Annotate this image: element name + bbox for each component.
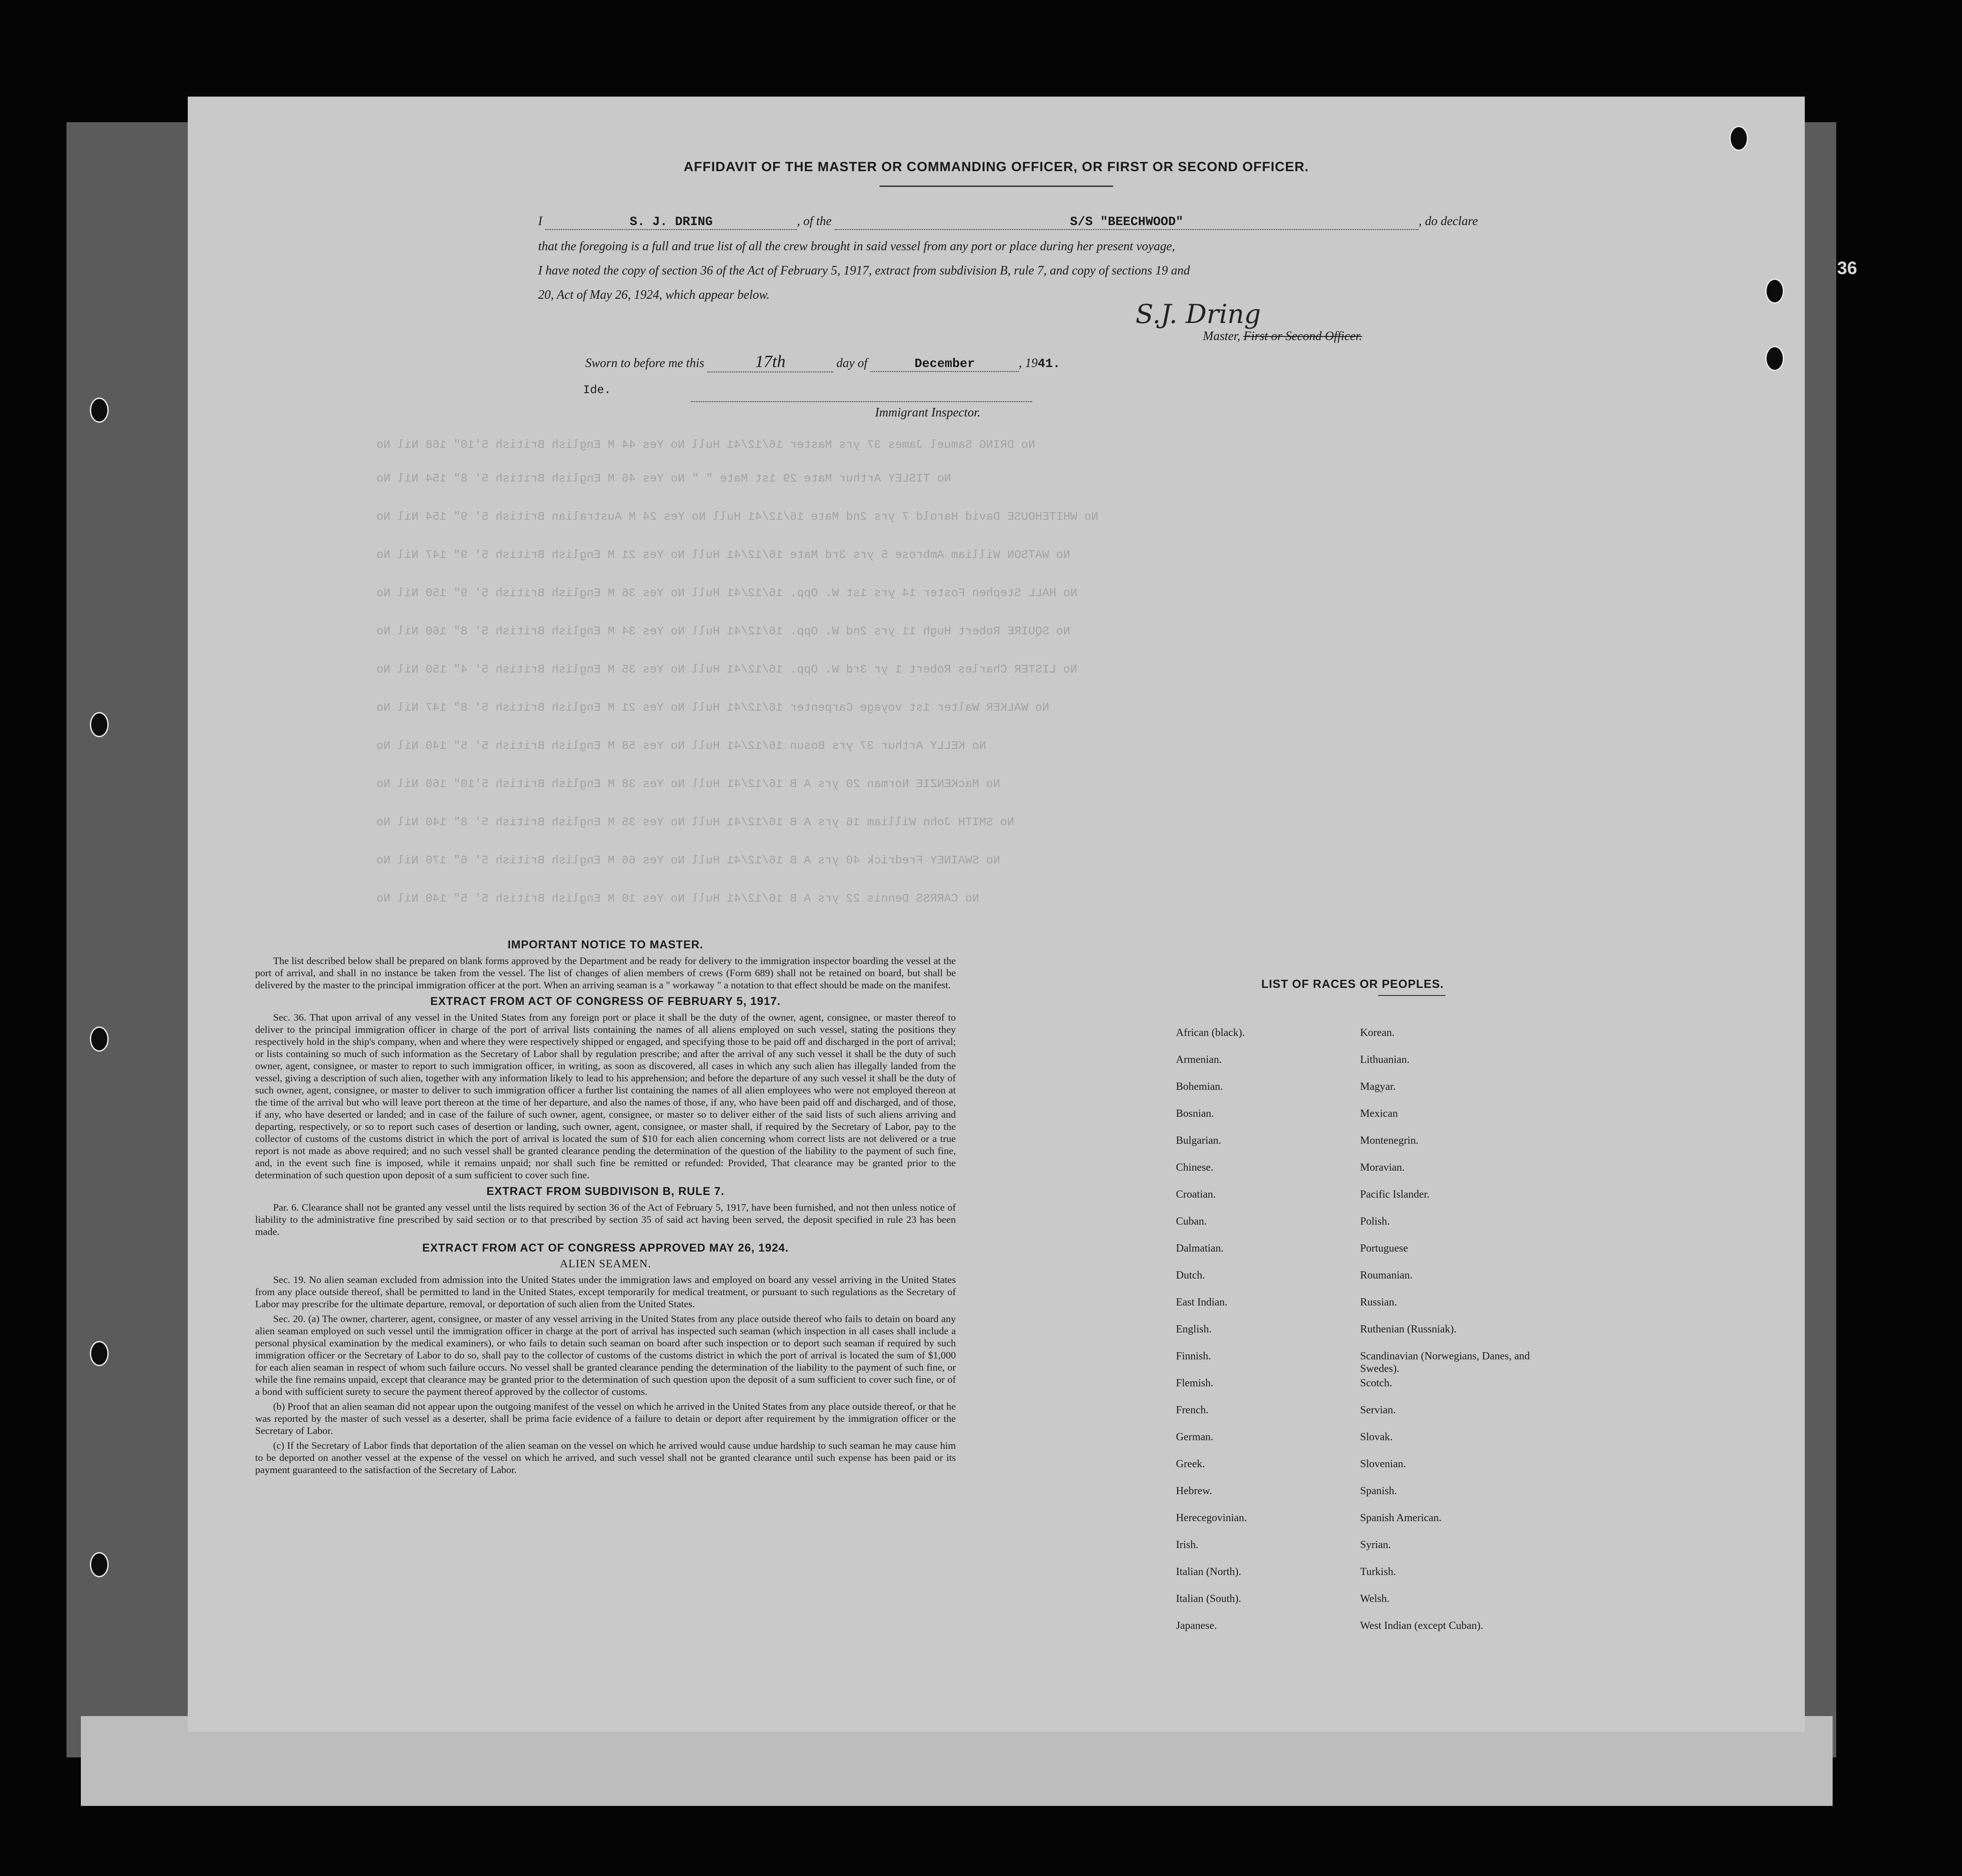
sworn-label: Sworn to before me this [585,356,704,370]
ghost-row: No KELLY Arthur 37 yrs Bosun 16/12/41 Hull No Yes 58 M English British 5' 5" 140 Nil No [376,739,986,752]
race-item: Japanese. [1176,1620,1217,1632]
important-notice [255,934,956,1478]
of-the: , of the [797,214,832,228]
race-item: French. [1176,1404,1209,1416]
race-item: Herecegovinian. [1176,1512,1247,1524]
race-item: Slovenian. [1360,1458,1406,1470]
race-item: Russian. [1360,1296,1397,1308]
ghost-row: No SWAINEY Fredrick 40 yrs A B 16/12/41 Hull No Yes 66 M English British 5' 6" 170 Nil No [376,854,1000,867]
race-item: Cuban. [1176,1216,1207,1227]
sworn-line [585,352,1061,372]
ghost-row: No HALL Stephen Foster 14 yrs 1st W. Opp. 16/12/41 Hull No Yes 36 M English British 5' 9" 150 Nil No [376,586,1078,600]
race-item: Bohemian. [1176,1081,1223,1093]
race-item: Montenegrin. [1360,1135,1418,1146]
master-name: S. J. DRING [545,215,797,230]
sworn-month: December [871,357,1019,372]
race-item: Welsh. [1360,1593,1390,1605]
race-item: Pacific Islander. [1360,1189,1430,1200]
race-item: Ruthenian (Russniak). [1360,1323,1457,1335]
punch-hole [90,398,109,423]
ghost-row: No CARRSS Dennis 22 yrs A B 16/12/41 Hull No Yes 10 M English British 5' 5" 140 Nil No [376,892,979,905]
punch-hole [1765,279,1784,304]
title-rule [879,186,1113,187]
race-item: Lithuanian. [1360,1054,1410,1066]
race-item: Finnish. [1176,1350,1211,1362]
race-item: Polish. [1360,1216,1390,1227]
notice-heading: IMPORTANT NOTICE TO MASTER. [508,938,703,951]
race-item: Magyar. [1360,1081,1396,1093]
race-item: Korean. [1360,1027,1395,1039]
signature-caption [1203,329,1362,344]
race-item: Roumanian. [1360,1270,1413,1281]
race-item: Italian (North). [1176,1566,1242,1578]
sworn-year: 41. [1038,357,1061,371]
affidavit-line-1 [538,214,1478,230]
race-item: Scotch. [1360,1377,1392,1389]
ghost-row: No TISLEY Arthur Mate 29 1st Mate " " No Yes 46 M English British 5' 8" 154 Nil No [376,472,951,485]
race-item: Dutch. [1176,1270,1205,1281]
race-item: East Indian. [1176,1296,1228,1308]
race-item: Turkish. [1360,1566,1396,1578]
race-item: Dalmatian. [1176,1243,1224,1254]
sec-36-paragraph: Sec. 36. That upon arrival of any vessel in the United States from any foreign port or place it shall be the duty of the owner, agent, consignee, or master thereof to deliver to the principal immigration officer in charge of the port of arrival lists containing the names of all aliens employed on such vessel, stating the positions they respectively hold in the ship's company, when and where they were respectively shipped or engaged, and specifying those to be paid off and discharged in the port of arrival; or lists containing so much of such information as the Secretary of Labor shall by regulation prescribe; and after the arrival of any such vessel it shall be the duty of such owner, agent, consignee, or master to report to such immigration officer, in writing, as soon as discovered, all cases in which any such alien has illegally landed from the vessel, giving a description of such alien, together with any information likely to lead to his apprehension; and before the departure of any such vessel it shall be the duty of such owner, agent, consignee, or master to deliver to such immigration officer a further list containing the names of all alien employees who were not employed thereon at the time of the arrival but who will leave port thereon at the time of her departure, and also the names of those, if any, who have been paid off and discharged, and of those, if any, who have deserted or landed; and in case of the failure of such owner, agent, consignee, or master so to deliver either of the said lists of such aliens arriving and departing, respectively, or so to report such cases of desertion or landing, such owner, agent, consignee, or master shall, if required by the Secretary of Labor, pay to the collector of customs of the customs district in which the port of arrival is located the sum of $10 for each alien concerning whom correct lists are not delivered or a true report is not made as above required; and no such vessel shall be granted clearance pending the determination of the question of the liability to the payment of such fine, and, in the event such fine is imposed, while it remains unpaid; nor shall such fine be remitted or refunded: Provided, That clearance may be granted prior to the determination of such question upon deposit of a sum sufficient to cover such fine. [255,1012,956,1181]
race-item: Croatian. [1176,1189,1216,1200]
affidavit-line-4: 20, Act of May 26, 1924, which appear below. [538,288,770,302]
do-declare: , do declare [1418,214,1478,228]
ghost-row: No LISTER Charles Robert 1 yr 3rd W. Opp. 16/12/41 Hull No Yes 35 M English British 5' 4" 150 Nil No [376,663,1078,676]
race-item: Scandinavian (Norwegians, Danes, and Swedes). [1360,1350,1530,1375]
race-item: West Indian (except Cuban). [1360,1620,1483,1632]
race-item: Irish. [1176,1539,1198,1551]
punch-hole [90,1026,109,1052]
ghost-row: No WHITEHOUSE David Harold 7 yrs 2nd Mate 16/12/41 Hull No Yes 24 M Australian British 5' 9" 154 Nil No [376,510,1099,523]
ghost-row: No DRING Samuel James 37 yrs Master 16/12/41 Hull No Yes 44 M English British 5'10" 168 Nil No [376,438,1035,451]
notice-paragraph: The list described below shall be prepared on blank forms approved by the Department and be ready for delivery to the immigration inspector boarding the vessel at the port of arrival, and shall in no instance be taken from the vessel. The list of changes of alien members of crews (Form 689) shall not be retained on board, but shall be delivered by the master to the principal immigration officer at the port. When an arriving seaman is a " workaway " a notation to that effect should be made on the manifest. [255,955,956,991]
race-item: Portuguese [1360,1243,1408,1254]
races-column-1 [1176,1026,1247,1646]
race-item: Armenian. [1176,1054,1222,1066]
day-of-label: day of [836,356,868,370]
vessel-name: S/S "BEECHWOOD" [835,215,1418,230]
affidavit-line-3: I have noted the copy of section 36 of the Act of February 5, 1917, extract from subdivision B, rule 7, and copy of sections 19 and [538,264,1190,278]
inspector-label: Immigrant Inspector. [875,406,981,420]
race-item: Moravian. [1360,1162,1405,1173]
affidavit-i: I [538,214,543,228]
race-item: German. [1176,1431,1214,1443]
sec-19-paragraph: Sec. 19. No alien seaman excluded from admission into the United States under the immigration laws and employed on board any vessel arriving in the United States from any place outside thereof, shall be permitted to land in the United States, except temporarily for medical treatment, or pursuant to such regulations as the Secretary of Labor may prescribe for the ultimate departure, removal, or deportation of such alien from the United States. [255,1274,956,1310]
alien-seamen-heading: ALIEN SEAMEN. [560,1258,651,1270]
ghost-row: No WATSON William Ambrose 5 yrs 3rd Mate 16/12/41 Hull No Yes 21 M English British 5' 9" 147 Nil No [376,548,1070,562]
race-item: African (black). [1176,1027,1245,1039]
race-item: Servian. [1360,1404,1396,1416]
struck-officer-label: First or Second Officer. [1243,329,1362,343]
par-6-paragraph: Par. 6. Clearance shall not be granted any vessel until the lists required by section 36 of the Act of February 5, 1917, have been furnished, and not then unless notice of liability to the administrative fine prescribed by said section or to that prescribed by section 35 of said act having been served, the deposit specified in rule 23 has been made. [255,1202,956,1237]
race-item: Bulgarian. [1176,1135,1221,1146]
race-item: Mexican [1360,1108,1398,1119]
punch-hole [90,1552,109,1577]
races-title-rule [1378,995,1445,996]
ghost-row: No SQUIRE Robert Hugh 11 yrs 2nd W. Opp. 16/12/41 Hull No Yes 34 M English British 5' 8" 160 Nil No [376,624,1070,638]
race-item: Flemish. [1176,1377,1214,1389]
master-signature: S.J. Dring [1136,299,1261,329]
inspector-signature-line [691,401,1032,402]
affidavit-title: AFFIDAVIT OF THE MASTER OR COMMANDING OFFICER, OR FIRST OR SECOND OFFICER. [684,159,1309,174]
race-item: Spanish. [1360,1485,1397,1497]
rule-7-heading: EXTRACT FROM SUBDIVISON B, RULE 7. [486,1185,725,1198]
race-item: Slovak. [1360,1431,1393,1443]
page-number: 36 [1837,258,1857,278]
race-item: Chinese. [1176,1162,1214,1173]
punch-hole [90,712,109,737]
ghost-row: No SMITH John William 16 yrs A B 16/12/41 Hull No Yes 35 M English British 5' 8" 140 Nil No [376,815,1014,829]
sec-20c-paragraph: (c) If the Secretary of Labor finds that deportation of the alien seaman on the vessel on which he arrived would cause undue hardship to such seaman he may cause him to be deported on another vessel at the expense of the vessel on which he arrived, and such vessel shall not be granted clearance until such expense has been paid or its payment guaranteed to the satisfaction of the Secretary of Labor. [255,1440,956,1475]
races-title: LIST OF RACES OR PEOPLES. [1261,977,1444,991]
races-column-2 [1360,1026,1549,1646]
ghost-row: No MacKENZIE Norman 20 yrs A B 16/12/41 Hull No Yes 38 M English British 5'10" 160 Nil No [376,777,1000,791]
master-label: Master, [1203,329,1241,343]
year-prefix: , 19 [1019,356,1038,370]
race-item: Italian (South). [1176,1593,1242,1605]
race-item: Greek. [1176,1458,1205,1470]
punch-hole [1729,126,1748,151]
race-item: Hebrew. [1176,1485,1212,1497]
ghost-row: No WALKER Walter 1st voyage Carpenter 16/12/41 Hull No Yes 21 M English British 5' 8" 147 Nil No [376,701,1049,714]
punch-hole [1765,346,1784,371]
race-item: Spanish American. [1360,1512,1442,1524]
fee-mark: Ide. [583,383,611,397]
punch-hole [90,1341,109,1366]
bleed-through [188,97,1805,1732]
sec-20a-paragraph: Sec. 20. (a) The owner, charterer, agent, consignee, or master of any vessel arriving in the United States from any place outside thereof who fails to detain on board any alien seaman employed on such vessel until the immigration officer in charge at the port of arrival has inspected such seaman (which inspection in all cases shall include a personal physical examination by the medical examiners), or who fails to detain such seaman on board after such inspection or to deport such seaman if required by such immigration officer or the Secretary of Labor to do so, shall pay to the collector of customs of the customs district in which the port of arrival is located the sum of $1,000 for each alien seaman in respect of whom such failure occurs. No vessel shall be granted clearance pending the determination of the liability to the payment of such fine, or while the fine remains unpaid, except that clearance may be granted prior to the determination of such question upon the deposit of a sum sufficient to cover such fine, or of a bond with sufficient surety to secure the payment thereof approved by the collector of customs. [255,1313,956,1397]
act-1917-heading: EXTRACT FROM ACT OF CONGRESS OF FEBRUARY 5, 1917. [430,995,781,1008]
sec-20b-paragraph: (b) Proof that an alien seaman did not appear upon the outgoing manifest of the vessel on which he arrived in the United States from any place outside thereof, or that he was reported by the master of such vessel as a deserter, shall be prima facie evidence of a failure to detain or deport after requirement by the immigration officer or the Secretary of Labor. [255,1401,956,1436]
affidavit-line-2: that the foregoing is a full and true list of all the crew brought in said vessel from any port or place during her present voyage, [538,239,1175,253]
sworn-day: 17th [707,352,833,372]
race-item: Syrian. [1360,1539,1391,1551]
manifest-page [188,97,1805,1732]
race-item: English. [1176,1323,1212,1335]
act-1924-heading: EXTRACT FROM ACT OF CONGRESS APPROVED MAY 26, 1924. [422,1242,789,1254]
race-item: Bosnian. [1176,1108,1214,1119]
